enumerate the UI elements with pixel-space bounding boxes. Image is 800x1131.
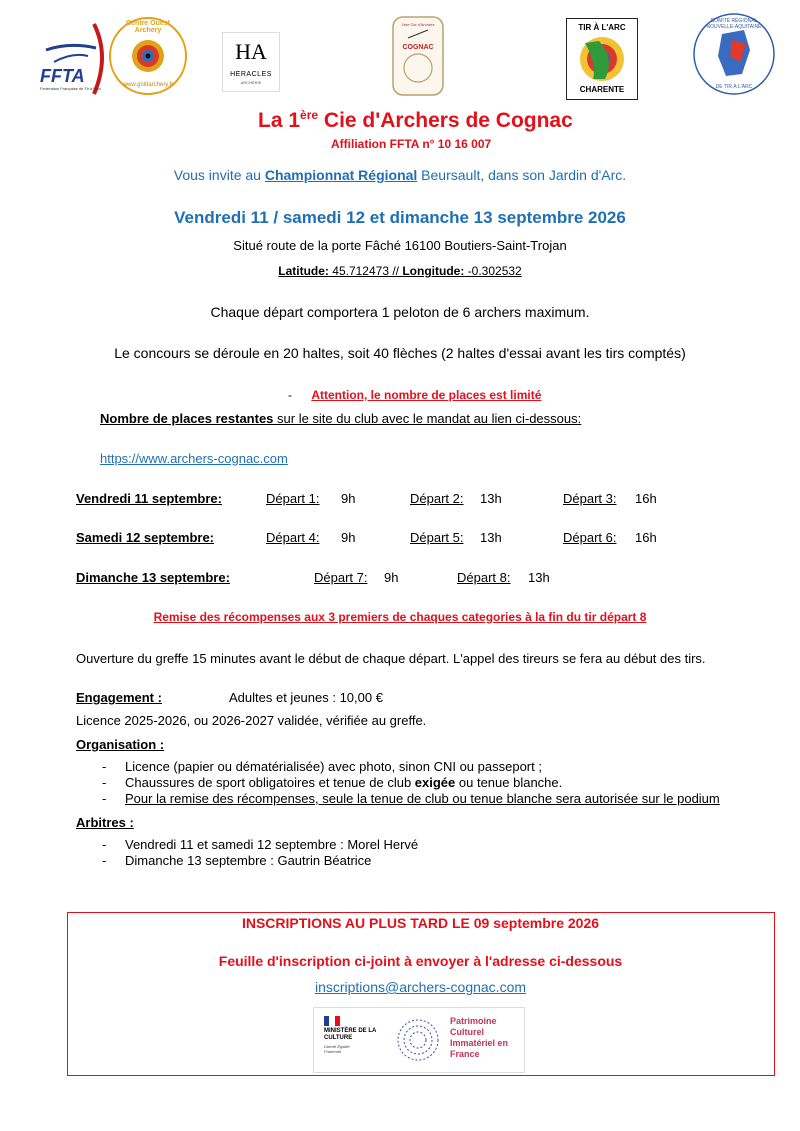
- arbitre-item-2: Dimanche 13 septembre : Gautrin Béatrice: [125, 853, 372, 868]
- centre-ouest-url: www.goldarchery.fr: [122, 82, 174, 88]
- invite-strong: Championnat Régional: [264, 167, 418, 183]
- depart-label: Départ 6:: [563, 530, 617, 545]
- club-website-link[interactable]: https://www.archers-cognac.com: [100, 451, 288, 466]
- schedule-day: Dimanche 13 septembre:: [76, 570, 230, 585]
- invite-post: Beursault, dans son Jardin d'Arc.: [417, 167, 627, 183]
- ministere-text: MINISTÈRE DE LA CULTURE: [324, 1028, 377, 1041]
- inscriptions-feuille: Feuille d'inscription ci-joint à envoyer à l'adresse ci-dessous: [218, 953, 623, 969]
- arbitres-label: Arbitres :: [76, 815, 134, 830]
- organisation-list: [100, 759, 780, 807]
- licence-info: Licence 2025-2026, ou 2026-2027 validée, vérifiée au greffe.: [76, 713, 427, 728]
- invitation: [0, 167, 800, 183]
- centre-ouest-logo: [108, 16, 188, 96]
- depart-label: Départ 2:: [410, 491, 464, 506]
- ffta-text: FFTA: [40, 66, 85, 86]
- depart-time: 9h: [384, 570, 399, 585]
- depart-time: 9h: [341, 491, 356, 506]
- comite-regional-logo: [692, 10, 776, 98]
- organisation-item-1: Licence (papier ou dématérialisée) avec photo, sinon CNI ou passeport ;: [125, 759, 542, 774]
- title-pre: La 1: [258, 109, 301, 132]
- depart-label: Départ 1:: [266, 491, 320, 506]
- title-sup: ère: [300, 108, 319, 122]
- heracles-subtext: ARCHERIE: [240, 80, 262, 85]
- heracles-text: HERACLES: [230, 71, 272, 78]
- cognac-club-text: COGNAC: [402, 44, 434, 51]
- cognac-club-top: 1ère Cie d'Archers: [401, 22, 435, 27]
- lat-value: 45.712473 //: [328, 264, 403, 278]
- inscriptions-email-link[interactable]: inscriptions@archers-cognac.com: [314, 979, 527, 995]
- title-post: Cie d'Archers de Cognac: [318, 109, 573, 132]
- depart-label: Départ 5:: [410, 530, 464, 545]
- ffta-subtext: Fédération Française de Tir à l'Arc: [40, 86, 102, 91]
- list-item: [100, 853, 700, 869]
- invite-pre: Vous invite au: [173, 167, 265, 183]
- event-address: Situé route de la porte Fâché 16100 Boutiers-Saint-Trojan: [233, 238, 567, 253]
- inscriptions-deadline: INSCRIPTIONS AU PLUS TARD LE 09 septembre 2026: [241, 915, 600, 931]
- depart-label: Départ 3:: [563, 491, 617, 506]
- depart-time: 13h: [480, 491, 502, 506]
- heracles-mark: HA: [235, 39, 267, 64]
- organisation-item-3: Pour la remise des récompenses, seule la tenue de club ou tenue blanche sera autorisée sur le podium: [125, 791, 720, 806]
- list-item: [100, 791, 780, 807]
- affiliation: Affiliation FFTA n° 10 16 007: [331, 137, 492, 151]
- depart-time: 16h: [635, 491, 657, 506]
- lat-label: Latitude:: [278, 264, 329, 278]
- attention-line: [288, 388, 541, 402]
- schedule-day: Samedi 12 septembre:: [76, 530, 215, 545]
- depart-time: 13h: [528, 570, 550, 585]
- depart-time: 16h: [635, 530, 657, 545]
- depart-time: 9h: [341, 530, 356, 545]
- ffta-logo: [40, 18, 108, 100]
- comite-subtext: DE TIR À L'ARC: [715, 84, 753, 90]
- peloton-info: Chaque départ comportera 1 peloton de 6 archers maximum.: [210, 304, 590, 320]
- engagement-label: Engagement :: [76, 690, 162, 705]
- greffe-info: Ouverture du greffe 15 minutes avant le début de chaque départ. L'appel des tireurs se fera au début des tirs.: [76, 651, 706, 666]
- attention-text: Attention, le nombre de places est limité: [311, 388, 542, 402]
- depart-label: Départ 4:: [266, 530, 320, 545]
- comite-text: COMITÉ RÉGIONAL NOUVELLE-AQUITAINE: [706, 18, 762, 30]
- charente-text: CHARENTE: [579, 85, 625, 94]
- schedule-day: Vendredi 11 septembre:: [76, 491, 222, 506]
- ministere-motto: Liberté Égalité Fraternité: [324, 1044, 350, 1054]
- depart-label: Départ 8:: [457, 570, 511, 585]
- remise-notice: Remise des récompenses aux 3 premiers de chaques categories à la fin du tir départ 8: [153, 610, 647, 624]
- arbitre-item-1: Vendredi 11 et samedi 12 septembre : Morel Hervé: [125, 837, 419, 852]
- lon-label: Longitude:: [402, 264, 465, 278]
- depart-label: Départ 7:: [314, 570, 368, 585]
- list-item: [100, 775, 780, 791]
- lon-value: -0.302532: [464, 264, 522, 278]
- organisation-item-2-strong: exigée: [414, 775, 456, 790]
- attention-dash: -: [288, 388, 292, 402]
- gps-coordinates: [0, 264, 800, 278]
- cognac-club-logo: [392, 16, 444, 96]
- patrimoine-logo: [313, 1007, 525, 1073]
- centre-ouest-text: Centre Ouest Archery: [126, 20, 170, 34]
- engagement-value: Adultes et jeunes : 10,00 €: [229, 690, 383, 705]
- heracles-logo: [222, 32, 280, 92]
- places-text: sur le site du club avec le mandat au lien ci-dessous:: [273, 411, 582, 426]
- event-dates: Vendredi 11 / samedi 12 et dimanche 13 septembre 2026: [174, 208, 626, 227]
- list-item: [100, 837, 700, 853]
- organisation-item-2-post: ou tenue blanche.: [455, 775, 563, 790]
- organisation-item-2-pre: Chaussures de sport obligatoires et tenue de club: [125, 775, 415, 790]
- page-title: [258, 108, 573, 133]
- depart-time: 13h: [480, 530, 502, 545]
- inscriptions-box: [67, 912, 775, 1076]
- patrimoine-text: Patrimoine Culturel Immatériel en France: [450, 1016, 509, 1059]
- arbitres-list: [100, 837, 700, 869]
- concours-info: Le concours se déroule en 20 haltes, soit 40 flèches (2 haltes d'essai avant les tirs comptés): [114, 345, 686, 361]
- tir-arc-charente-logo: [566, 18, 638, 100]
- places-label: Nombre de places restantes: [100, 411, 274, 426]
- tir-arc-text: TIR À L'ARC: [578, 23, 626, 32]
- list-item: [100, 759, 780, 775]
- places-line: [100, 411, 581, 426]
- organisation-label: Organisation :: [76, 737, 165, 752]
